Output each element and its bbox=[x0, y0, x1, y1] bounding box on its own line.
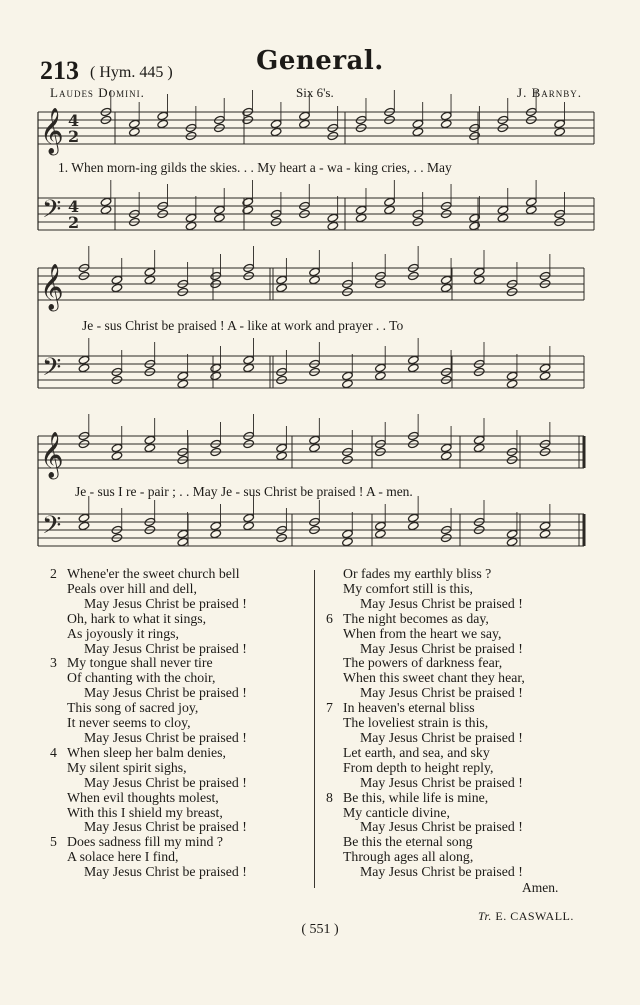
note-head bbox=[309, 275, 321, 284]
verse-line bbox=[326, 761, 525, 776]
verse-number: 2 bbox=[50, 566, 57, 581]
column-divider bbox=[314, 570, 315, 888]
note-head bbox=[270, 119, 282, 128]
note-head bbox=[144, 267, 156, 276]
note-head bbox=[375, 371, 387, 380]
verse-text: It never seems to cloy, bbox=[67, 715, 191, 731]
note-head bbox=[539, 529, 551, 538]
note-head bbox=[408, 521, 420, 530]
note-head bbox=[78, 355, 90, 364]
verse-number: 8 bbox=[326, 789, 333, 805]
note-head bbox=[111, 451, 123, 460]
note-head bbox=[276, 451, 288, 460]
note-head bbox=[78, 521, 90, 530]
verse-text: Of chanting with the choir, bbox=[67, 670, 216, 686]
verse-text: May Jesus Christ be praised ! bbox=[360, 774, 523, 790]
note-head bbox=[100, 197, 112, 206]
note-head bbox=[342, 529, 354, 538]
note-head bbox=[342, 371, 354, 380]
verse-text: May Jesus Christ be praised ! bbox=[84, 729, 247, 745]
verse-line bbox=[50, 835, 247, 850]
lyric-line-2: Je - sus Christ be praised ! A - like at work and prayer . . To bbox=[82, 318, 404, 333]
time-signature: 2 bbox=[68, 127, 80, 146]
verse-number: 7 bbox=[326, 700, 333, 716]
note-head bbox=[497, 213, 509, 222]
verse-text: Be this the eternal song bbox=[343, 834, 473, 850]
verse-text: May Jesus Christ be praised ! bbox=[84, 864, 247, 880]
verse-line bbox=[50, 612, 247, 627]
verse-text: The loveliest strain is this, bbox=[343, 715, 489, 731]
verse-text: In heaven's eternal bliss bbox=[343, 700, 475, 716]
treble-clef-icon: 𝄞 bbox=[40, 108, 64, 154]
verse-line bbox=[326, 776, 525, 791]
verse-text: With this I shield my breast, bbox=[67, 804, 223, 820]
verse-text: From depth to height reply, bbox=[343, 759, 494, 775]
note-head bbox=[210, 363, 222, 372]
verse-text: May Jesus Christ be praised ! bbox=[360, 640, 523, 656]
composer: J. Barnby. bbox=[517, 85, 582, 100]
note-head bbox=[554, 127, 566, 136]
note-head bbox=[276, 283, 288, 292]
verse-text: May Jesus Christ be praised ! bbox=[360, 729, 523, 745]
verse-text: As joyously it rings, bbox=[67, 625, 179, 641]
bass-clef-icon: 𝄢 bbox=[42, 353, 62, 388]
note-head bbox=[440, 443, 452, 452]
note-head bbox=[185, 213, 197, 222]
note-head bbox=[144, 435, 156, 444]
time-signature: 2 bbox=[68, 213, 80, 232]
verse-line bbox=[326, 806, 525, 821]
note-head bbox=[539, 371, 551, 380]
note-head bbox=[144, 275, 156, 284]
verse-text: May Jesus Christ be praised ! bbox=[84, 595, 247, 611]
section-title: General. bbox=[256, 46, 384, 76]
note-head bbox=[506, 537, 518, 546]
verse-text: Peals over hill and dell, bbox=[67, 580, 197, 596]
verse-text: Or fades my earthly bliss ? bbox=[343, 566, 492, 581]
verse-text: May Jesus Christ be praised ! bbox=[84, 774, 247, 790]
verses-left-column bbox=[50, 567, 247, 880]
verse-line bbox=[326, 686, 525, 701]
note-head bbox=[342, 537, 354, 546]
verse-line bbox=[50, 761, 247, 776]
tune-name: Laudes Domini. bbox=[50, 85, 145, 100]
note-head bbox=[473, 435, 485, 444]
note-head bbox=[177, 529, 189, 538]
note-head bbox=[469, 221, 481, 230]
note-head bbox=[111, 283, 123, 292]
note-head bbox=[157, 111, 169, 120]
note-head bbox=[144, 443, 156, 452]
note-head bbox=[309, 435, 321, 444]
note-head bbox=[440, 283, 452, 292]
page-number: ( 551 ) bbox=[301, 922, 339, 937]
bass-clef-icon: 𝄢 bbox=[42, 195, 62, 230]
note-head bbox=[384, 197, 396, 206]
note-head bbox=[375, 363, 387, 372]
verse-number: 4 bbox=[50, 744, 57, 760]
verse-line bbox=[326, 567, 525, 582]
note-head bbox=[78, 363, 90, 372]
note-head bbox=[309, 267, 321, 276]
verse-line bbox=[50, 656, 247, 671]
note-head bbox=[129, 119, 141, 128]
note-head bbox=[243, 355, 255, 364]
verse-text: Through ages all along, bbox=[343, 849, 474, 865]
verse-text: My tongue shall never tire bbox=[67, 655, 213, 671]
verse-line bbox=[326, 850, 525, 865]
note-head bbox=[111, 443, 123, 452]
note-head bbox=[243, 521, 255, 530]
verse-line bbox=[326, 716, 525, 731]
note-head bbox=[210, 521, 222, 530]
verse-text: Let earth, and sea, and sky bbox=[343, 744, 490, 760]
bass-clef-icon: 𝄢 bbox=[42, 511, 62, 546]
verse-text: Be this, while life is mine, bbox=[343, 789, 489, 805]
verse-text: May Jesus Christ be praised ! bbox=[360, 864, 523, 880]
lyric-line-1: 1. When morn-ing gilds the skies. . . My heart a - wa - king cries, . . May bbox=[58, 160, 452, 175]
verse-text: A solace here I find, bbox=[67, 849, 179, 865]
verse-text: When sleep her balm denies, bbox=[67, 744, 226, 760]
note-head bbox=[270, 127, 282, 136]
verse-line bbox=[326, 865, 525, 880]
verse-line bbox=[50, 671, 247, 686]
verse-text: May Jesus Christ be praised ! bbox=[84, 640, 247, 656]
note-head bbox=[210, 371, 222, 380]
verse-line bbox=[50, 686, 247, 701]
note-head bbox=[408, 363, 420, 372]
note-head bbox=[299, 111, 311, 120]
verse-line bbox=[326, 642, 525, 657]
note-head bbox=[384, 205, 396, 214]
verse-line bbox=[50, 731, 247, 746]
hymn-number: 213 bbox=[40, 56, 79, 85]
note-head bbox=[214, 213, 226, 222]
note-head bbox=[440, 451, 452, 460]
verse-line bbox=[326, 656, 525, 671]
verse-line bbox=[50, 791, 247, 806]
verse-line bbox=[326, 835, 525, 850]
verse-line bbox=[50, 582, 247, 597]
amen: Amen. bbox=[522, 880, 559, 895]
note-head bbox=[539, 363, 551, 372]
note-head bbox=[408, 355, 420, 364]
note-head bbox=[78, 513, 90, 522]
treble-clef-icon: 𝄞 bbox=[40, 264, 64, 310]
lyric-line-3: Je - sus I re - pair ; . . May Je - sus Christ be praised ! A - men. bbox=[75, 484, 413, 499]
note-head bbox=[440, 119, 452, 128]
verse-line bbox=[50, 597, 247, 612]
note-head bbox=[327, 221, 339, 230]
verse-text: Oh, hark to what it sings, bbox=[67, 610, 207, 626]
note-head bbox=[539, 521, 551, 530]
verse-text: When this sweet chant they hear, bbox=[343, 670, 525, 686]
note-head bbox=[243, 513, 255, 522]
note-head bbox=[185, 221, 197, 230]
note-head bbox=[309, 443, 321, 452]
verse-line bbox=[326, 746, 525, 761]
verse-line bbox=[50, 806, 247, 821]
verse-text: The powers of darkness fear, bbox=[343, 655, 503, 671]
verse-number: 6 bbox=[326, 610, 333, 626]
verse-line bbox=[326, 671, 525, 686]
note-head bbox=[177, 537, 189, 546]
note-head bbox=[111, 275, 123, 284]
verse-text: My canticle divine, bbox=[343, 804, 450, 820]
note-head bbox=[375, 521, 387, 530]
note-head bbox=[129, 127, 141, 136]
note-head bbox=[526, 205, 538, 214]
verse-line bbox=[326, 731, 525, 746]
note-head bbox=[177, 371, 189, 380]
note-head bbox=[276, 443, 288, 452]
verse-line bbox=[326, 820, 525, 835]
verse-line bbox=[50, 701, 247, 716]
note-head bbox=[473, 443, 485, 452]
verse-line bbox=[326, 597, 525, 612]
translator-name: E. CASWALL. bbox=[495, 909, 574, 923]
note-head bbox=[473, 267, 485, 276]
time-signature: 4 bbox=[68, 197, 80, 216]
verse-text: May Jesus Christ be praised ! bbox=[84, 685, 247, 701]
verse-line bbox=[50, 746, 247, 761]
verse-text: May Jesus Christ be praised ! bbox=[360, 819, 523, 835]
verse-line bbox=[326, 582, 525, 597]
verse-text: Does sadness fill my mind ? bbox=[67, 834, 223, 850]
verse-line bbox=[326, 791, 525, 806]
translator-prefix: Tr. bbox=[478, 909, 492, 923]
time-signature: 4 bbox=[68, 111, 80, 130]
verse-line bbox=[326, 612, 525, 627]
verse-line bbox=[50, 567, 247, 582]
note-head bbox=[157, 119, 169, 128]
note-head bbox=[473, 275, 485, 284]
note-head bbox=[469, 213, 481, 222]
verse-text: May Jesus Christ be praised ! bbox=[84, 819, 247, 835]
verse-line bbox=[50, 642, 247, 657]
verse-line bbox=[50, 865, 247, 880]
verse-text: When evil thoughts molest, bbox=[67, 789, 219, 805]
note-head bbox=[554, 119, 566, 128]
note-head bbox=[506, 379, 518, 388]
note-head bbox=[506, 371, 518, 380]
note-head bbox=[408, 513, 420, 522]
note-head bbox=[243, 363, 255, 372]
note-head bbox=[412, 127, 424, 136]
verse-text: My comfort still is this, bbox=[343, 580, 473, 596]
hymnal-reference: ( Hym. 445 ) bbox=[90, 64, 173, 81]
note-head bbox=[299, 119, 311, 128]
verses-right-column bbox=[326, 567, 525, 880]
note-head bbox=[506, 529, 518, 538]
note-head bbox=[412, 119, 424, 128]
note-head bbox=[276, 275, 288, 284]
note-head bbox=[440, 111, 452, 120]
verse-line bbox=[50, 850, 247, 865]
verse-line bbox=[326, 627, 525, 642]
verse-text: This song of sacred joy, bbox=[67, 700, 199, 716]
note-head bbox=[327, 213, 339, 222]
treble-clef-icon: 𝄞 bbox=[40, 432, 64, 478]
verse-line bbox=[50, 776, 247, 791]
note-head bbox=[342, 379, 354, 388]
note-head bbox=[100, 205, 112, 214]
note-head bbox=[177, 379, 189, 388]
verse-text: When from the heart we say, bbox=[343, 625, 502, 641]
verse-text: My silent spirit sighs, bbox=[67, 759, 187, 775]
verse-line bbox=[50, 820, 247, 835]
note-head bbox=[355, 205, 367, 214]
note-head bbox=[526, 197, 538, 206]
note-head bbox=[214, 205, 226, 214]
note-head bbox=[440, 275, 452, 284]
verse-number: 3 bbox=[50, 655, 57, 671]
note-head bbox=[355, 213, 367, 222]
verse-line bbox=[326, 701, 525, 716]
verse-text: Whene'er the sweet church bell bbox=[67, 566, 240, 581]
verse-number: 5 bbox=[50, 834, 57, 850]
verse-text: May Jesus Christ be praised ! bbox=[360, 685, 523, 701]
note-head bbox=[497, 205, 509, 214]
meter: Six 6's. bbox=[296, 85, 334, 100]
verse-text: May Jesus Christ be praised ! bbox=[360, 595, 523, 611]
verse-line bbox=[50, 627, 247, 642]
verse-line bbox=[50, 716, 247, 731]
note-head bbox=[210, 529, 222, 538]
verse-text: The night becomes as day, bbox=[343, 610, 489, 626]
note-head bbox=[375, 529, 387, 538]
